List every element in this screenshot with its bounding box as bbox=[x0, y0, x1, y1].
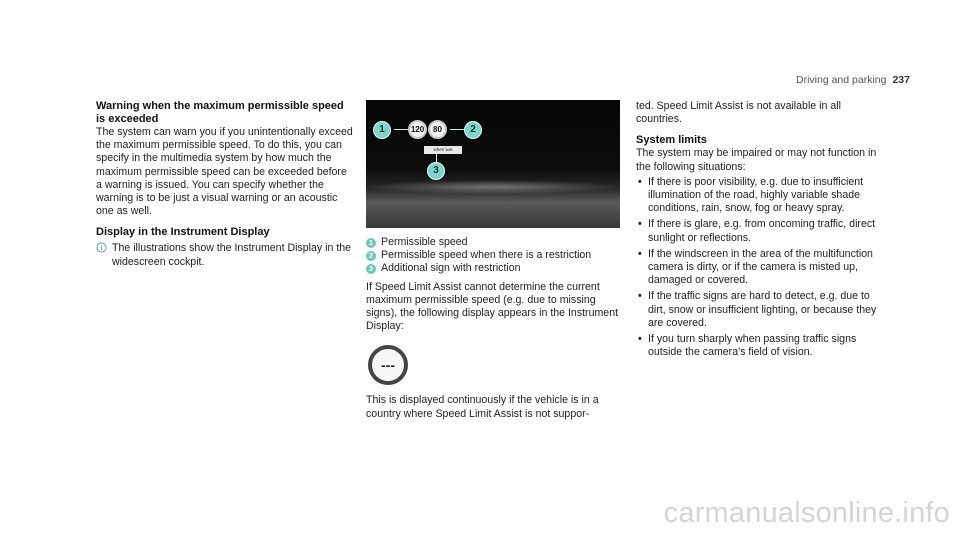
legend-text: Permissible speed when there is a restriction bbox=[381, 249, 592, 262]
road-horizon-glow bbox=[366, 180, 620, 194]
heading-warning-exceeded: Warning when the maximum permissible speed is exceeded bbox=[96, 100, 344, 125]
paragraph-warning: The system can warn you if you unintentionally exceed the maximum permissible speed. To do this, you can specify in the multimedia system by how much the maximum permissible speed can be exceeded before a warning is issued. You can specify whether the warning is to be just a visual warning or an acoustic one as well. bbox=[96, 126, 353, 218]
paragraph-continued: ted. Speed Limit Assist is not available in all countries. bbox=[636, 100, 841, 126]
column-right bbox=[636, 100, 884, 362]
legend-item bbox=[366, 249, 620, 262]
additional-sign-plate: when wet bbox=[424, 146, 462, 154]
system-limits-list bbox=[636, 176, 884, 360]
page-number: 237 bbox=[892, 74, 910, 86]
list-item: • If the traffic signs are hard to detect, e.g. due to dirt, snow or insufficient lighting, or because they are covered. bbox=[636, 290, 884, 330]
list-item: • If you turn sharply when passing traffic signs outside the camera's field of vision. bbox=[636, 333, 884, 359]
column-middle bbox=[366, 100, 620, 421]
speed-sign-120: 120 bbox=[408, 120, 427, 139]
callout-2: 2 bbox=[464, 121, 482, 139]
figure-legend bbox=[366, 236, 620, 276]
note-text: The illustrations show the Instrument Display in the widescreen cockpit. bbox=[112, 242, 352, 268]
callout-3: 3 bbox=[427, 162, 445, 180]
list-item: • If there is poor visibility, e.g. due to insufficient illumination of the road, highly variable shade conditions, rain, snow, fog or heavy spray. bbox=[636, 176, 884, 216]
heading-instrument-display: Display in the Instrument Display bbox=[96, 226, 270, 239]
legend-text: Additional sign with restriction bbox=[381, 262, 521, 275]
section-title: Driving and parking bbox=[796, 74, 887, 86]
instrument-display-illustration bbox=[366, 100, 620, 228]
speed-sign-80: 80 bbox=[428, 120, 447, 139]
list-item: • If there is glare, e.g. from oncoming traffic, direct sunlight or reflections. bbox=[636, 218, 884, 244]
column-left bbox=[96, 100, 354, 269]
sign-dashes: --- bbox=[381, 357, 395, 374]
legend-item bbox=[366, 262, 620, 275]
legend-number: 2 bbox=[366, 251, 376, 261]
no-speed-limit-sign-icon bbox=[366, 343, 412, 389]
paragraph-system-impaired: The system may be impaired or may not function in the following situations: bbox=[636, 147, 877, 173]
legend-number: 1 bbox=[366, 238, 376, 248]
list-item: • If the windscreen in the area of the multifunction camera is dirty, or if the camera is misted up, damaged or covered. bbox=[636, 248, 884, 288]
paragraph-displayed-continuously: This is displayed continuously if the vehicle is in a country where Speed Limit Assist is not suppor- bbox=[366, 394, 599, 420]
paragraph-no-speed-determined: If Speed Limit Assist cannot determine the current maximum permissible speed (e.g. due to missing signs), the following display appears in the Instrument Display: bbox=[366, 280, 619, 333]
heading-system-limits: System limits bbox=[636, 134, 707, 147]
legend-item bbox=[366, 236, 620, 249]
info-icon bbox=[96, 242, 107, 268]
illustration-note bbox=[96, 242, 354, 268]
watermark: carmanualsonline.info bbox=[663, 497, 950, 529]
legend-text: Permissible speed bbox=[381, 236, 468, 248]
callout-line-1 bbox=[394, 129, 408, 130]
page-header bbox=[796, 74, 910, 87]
callout-1: 1 bbox=[373, 121, 391, 139]
legend-number: 3 bbox=[366, 264, 376, 274]
